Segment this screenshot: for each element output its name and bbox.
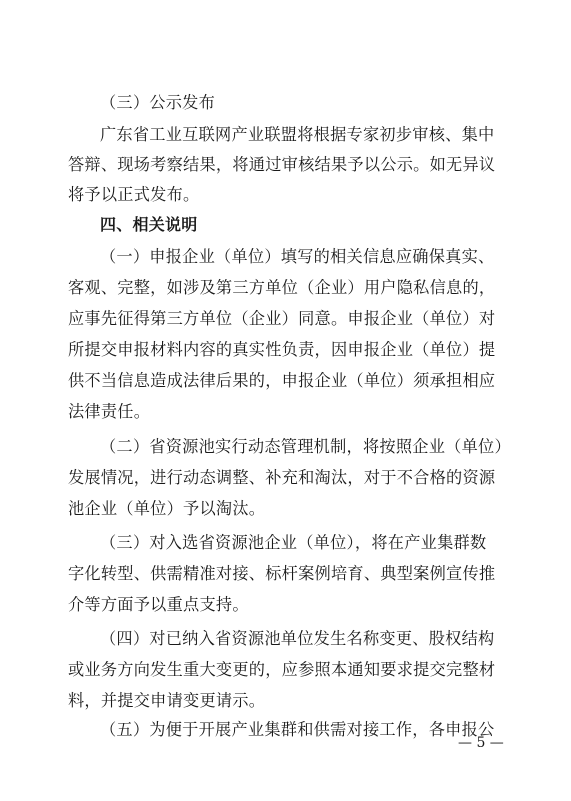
paragraph-line: 广东省工业互联网产业联盟将根据专家初步审核、集中 bbox=[100, 125, 495, 144]
paragraph-line: 所提交申报材料内容的真实性负责，因申报企业（单位）提 bbox=[68, 340, 496, 359]
paragraph-line: 字化转型、供需精准对接、标杆案例培育、典型案例宣传推 bbox=[68, 564, 496, 583]
paragraph-line: （三）对入选省资源池企业（单位），将在产业集群数 bbox=[100, 533, 487, 552]
paragraph-line: 发展情况，进行动态调整、补充和淘汰，对于不合格的资源 bbox=[68, 468, 496, 487]
paragraph-line: 客观、完整，如涉及第三方单位（企业）用户隐私信息的， bbox=[68, 278, 496, 297]
paragraph-line: 答辩、现场考察结果，将通过审核结果予以公示。如无异议 bbox=[68, 155, 496, 174]
paragraph-line: 介等方面予以重点支持。 bbox=[68, 595, 249, 614]
paragraph-line: 供不当信息造成法律后果的，申报企业（单位）须承担相应 bbox=[68, 371, 496, 390]
paragraph-line: 池企业（单位）予以淘汰。 bbox=[68, 499, 266, 518]
paragraph-line: 料，并提交申请变更请示。 bbox=[68, 691, 266, 710]
section-heading-notes: 四、相关说明 bbox=[100, 215, 198, 234]
paragraph-line: （二）省资源池实行动态管理机制，将按照企业（单位） bbox=[100, 437, 511, 456]
paragraph-line: 将予以正式发布。 bbox=[68, 185, 200, 204]
paragraph-line: （五）为便于开展产业集群和供需对接工作，各申报公 bbox=[100, 720, 495, 739]
page-number: — 5 — bbox=[458, 735, 504, 751]
paragraph-line: 或业务方向发生重大变更的，应参照本通知要求提交完整材 bbox=[68, 660, 496, 679]
paragraph-line: （一）申报企业（单位）填写的相关信息应确保真实、 bbox=[100, 247, 495, 266]
paragraph-line: 应事先征得第三方单位（企业）同意。申报企业（单位）对 bbox=[68, 309, 496, 328]
paragraph-line: 法律责任。 bbox=[68, 402, 151, 421]
subheading-publication: （三）公示发布 bbox=[100, 93, 216, 112]
paragraph-line: （四）对已纳入省资源池单位发生名称变更、股权结构 bbox=[100, 629, 495, 648]
